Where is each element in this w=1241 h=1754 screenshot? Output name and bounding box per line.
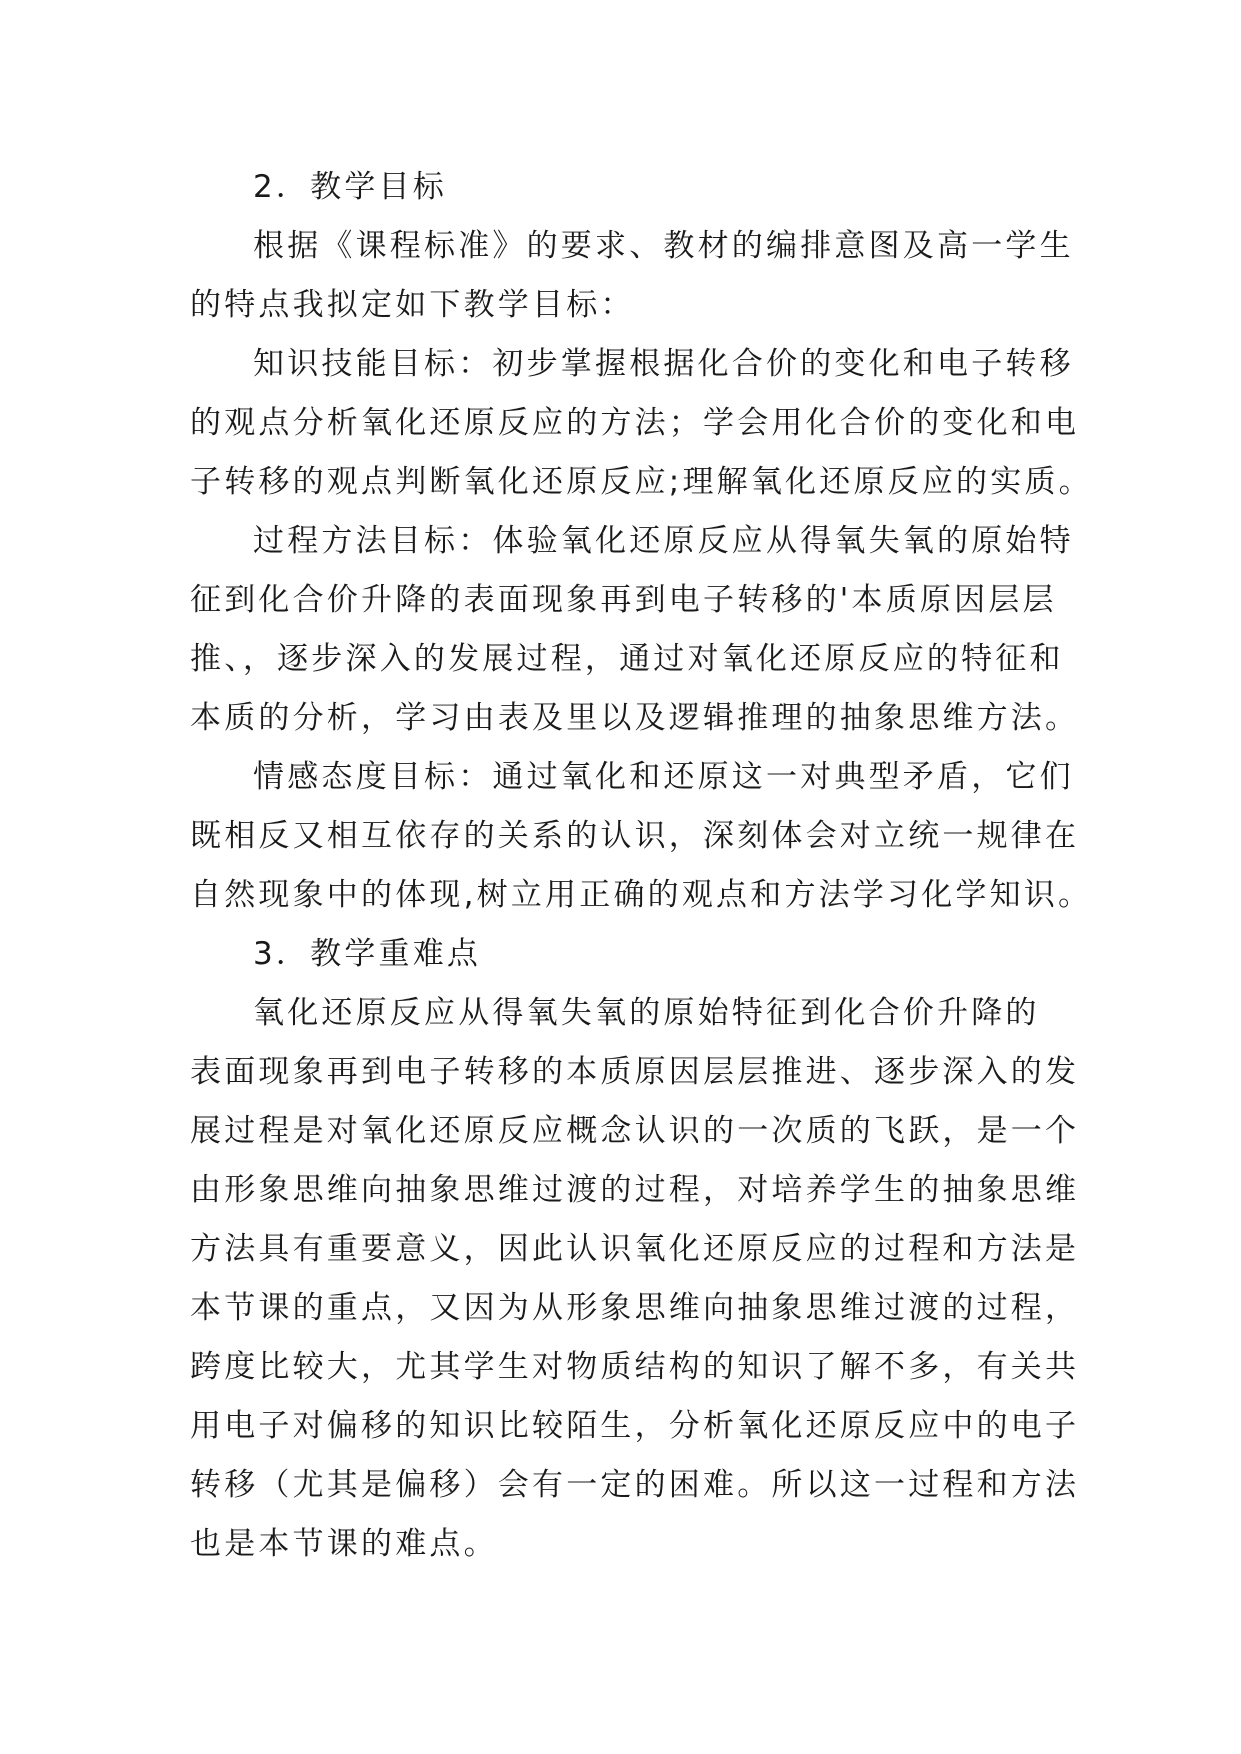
paragraph-line: 征到化合价升降的表面现象再到电子转移的'本质原因层层 — [190, 582, 1057, 618]
paragraph-line: 的观点分析氧化还原反应的方法；学会用化合价的变化和电 — [190, 405, 1080, 441]
paragraph-line: 由形象思维向抽象思维过渡的过程，对培养学生的抽象思维 — [190, 1172, 1080, 1208]
paragraph-line: 根据《课程标准》的要求、教材的编排意图及高一学生 — [253, 228, 1074, 264]
paragraph-line: 过程方法目标：体验氧化还原反应从得氧失氧的原始特 — [253, 523, 1074, 559]
paragraph-line: 用电子对偏移的知识比较陌生，分析氧化还原反应中的电子 — [190, 1408, 1080, 1444]
paragraph-line: 子转移的观点判断氧化还原反应;理解氧化还原反应的实质。 — [190, 464, 1093, 500]
paragraph-line: 自然现象中的体现,树立用正确的观点和方法学习化学知识。 — [190, 877, 1093, 913]
paragraph-line: 情感态度目标：通过氧化和还原这一对典型矛盾，它们 — [253, 759, 1074, 795]
paragraph-line: 既相反又相互依存的关系的认识，深刻体会对立统一规律在 — [190, 818, 1080, 854]
paragraph-line: 表面现象再到电子转移的本质原因层层推进、逐步深入的发 — [190, 1054, 1080, 1090]
paragraph-line: 展过程是对氧化还原反应概念认识的一次质的飞跃，是一个 — [190, 1113, 1080, 1149]
paragraph-line: 本节课的重点，又因为从形象思维向抽象思维过渡的过程， — [190, 1290, 1080, 1326]
paragraph-line: 跨度比较大，尤其学生对物质结构的知识了解不多，有关共 — [190, 1349, 1080, 1385]
paragraph-line: 的特点我拟定如下教学目标： — [190, 287, 635, 323]
paragraph-line: 本质的分析，学习由表及里以及逻辑推理的抽象思维方法。 — [190, 700, 1080, 736]
paragraph-line: 方法具有重要意义，因此认识氧化还原反应的过程和方法是 — [190, 1231, 1080, 1267]
section-heading-teaching-goals: 2．教学目标 — [253, 169, 447, 205]
paragraph-line: 推、，逐步深入的发展过程，通过对氧化还原反应的特征和 — [190, 641, 1064, 677]
section-heading-key-points: 3．教学重难点 — [253, 936, 482, 972]
paragraph-line: 氧化还原反应从得氧失氧的原始特征到化合价升降的 — [253, 995, 1040, 1031]
paragraph-line: 知识技能目标：初步掌握根据化合价的变化和电子转移 — [253, 346, 1074, 382]
paragraph-line: 转移（尤其是偏移）会有一定的困难。所以这一过程和方法 — [190, 1467, 1080, 1503]
paragraph-line: 也是本节课的难点。 — [190, 1526, 498, 1562]
